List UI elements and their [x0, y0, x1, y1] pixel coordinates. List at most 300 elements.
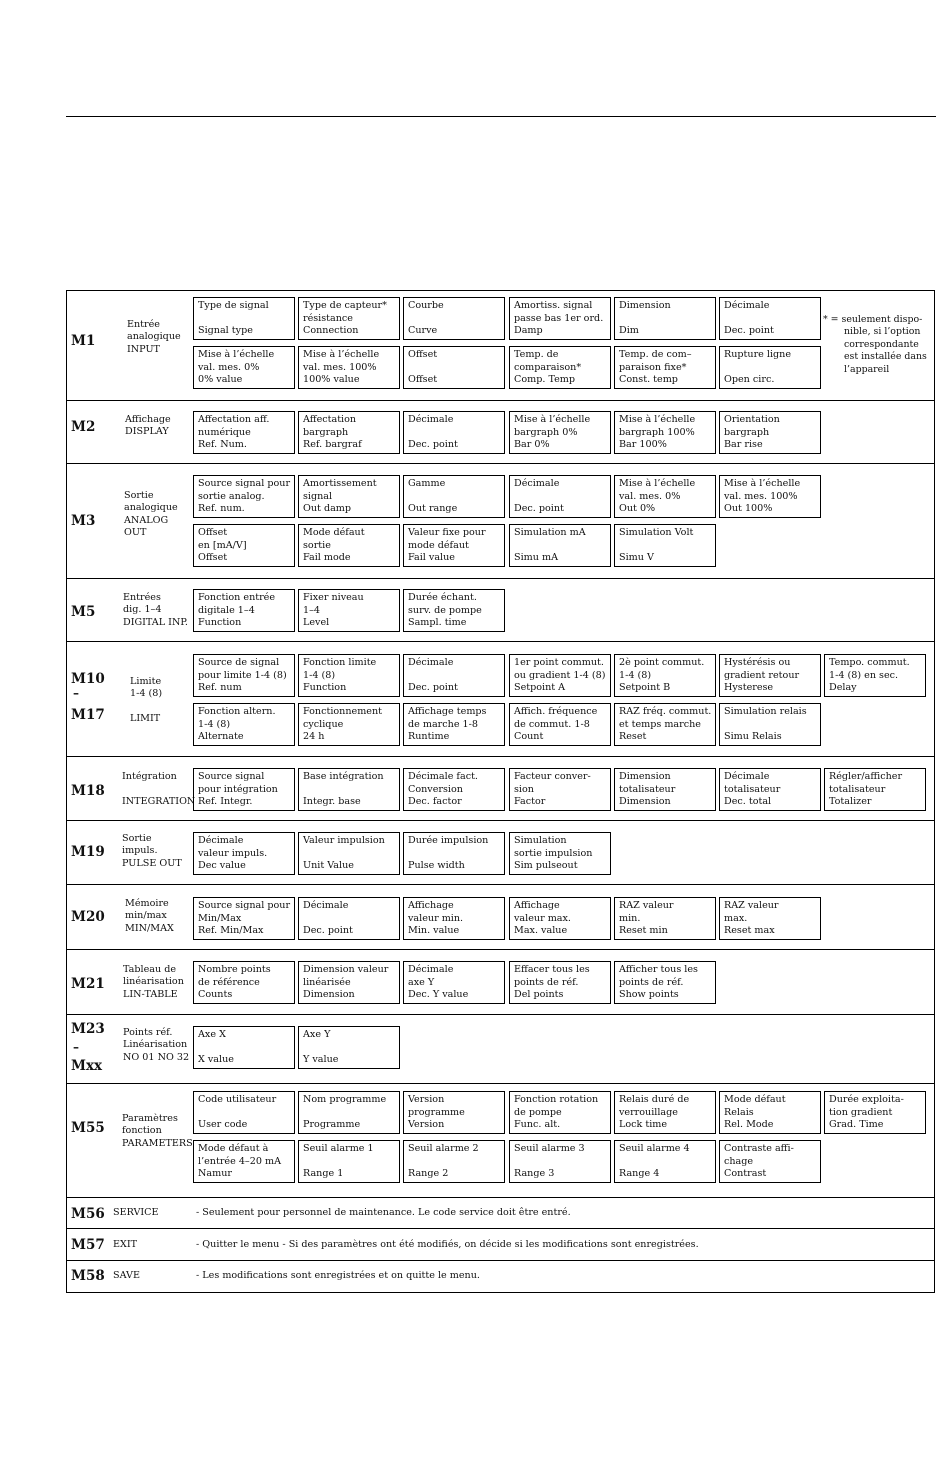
menu-code: M56: [71, 1206, 105, 1222]
parameter-line: Fixer niveau: [303, 592, 364, 603]
parameter-box: [719, 1140, 821, 1183]
parameter-box: [193, 1091, 295, 1134]
parameter-line: Min. value: [408, 925, 460, 937]
parameter-line: X value: [198, 1054, 234, 1066]
parameter-line: Fonction entrée: [198, 592, 276, 603]
parameter-line: Seuil alarme 1: [303, 1143, 374, 1154]
menu-label-line: Intégration: [122, 771, 177, 782]
menu-label: EXIT: [113, 1239, 138, 1250]
parameter-line: Damp: [514, 325, 543, 337]
menu-label-line: fonction: [122, 1125, 162, 1137]
parameter-line: Fonction altern.: [198, 706, 276, 717]
parameter-line: Mode défaut: [303, 527, 365, 538]
parameter-line: comparaison*: [514, 361, 582, 373]
parameter-box: [403, 475, 505, 518]
parameter-line: Dimension: [619, 796, 671, 808]
parameter-line: Mise à l’échelle: [619, 478, 696, 489]
parameter-line: Affich. fréquence: [514, 706, 598, 717]
parameter-line: Dimension: [619, 771, 671, 782]
parameter-line: [408, 362, 500, 375]
menu-code-end: Mxx: [71, 1058, 103, 1074]
menu-label: [124, 490, 178, 539]
parameter-box: [403, 297, 505, 340]
menu-code: M3: [71, 513, 96, 529]
menu-code: M58: [71, 1268, 105, 1284]
parameter-line: Affectation: [303, 414, 357, 425]
parameter-line: Setpoint A: [514, 682, 566, 694]
parameter-box: [614, 897, 716, 940]
parameter-box: [193, 961, 295, 1004]
parameter-line: Régler/afficher: [829, 771, 903, 782]
parameter-line: programme: [408, 1106, 465, 1118]
menu-label-line: Tableau de: [123, 964, 177, 975]
parameter-line: valeur max.: [514, 912, 571, 924]
parameter-line: val. mes. 100%: [303, 361, 377, 373]
parameter-line: min.: [619, 912, 641, 924]
parameter-line: [408, 427, 500, 440]
parameter-line: Counts: [198, 989, 233, 1001]
parameter-line: Grad. Time: [829, 1119, 884, 1131]
menu-label: [125, 898, 174, 935]
parameter-box: [403, 961, 505, 1004]
parameter-line: Runtime: [408, 731, 450, 743]
parameter-box: [614, 1091, 716, 1134]
parameter-box: [509, 524, 611, 567]
parameter-line: en [mA/V]: [198, 539, 247, 551]
parameter-line: numérique: [198, 426, 251, 438]
parameter-line: Contrast: [724, 1168, 767, 1180]
parameter-line: Max. value: [514, 925, 568, 937]
parameter-line: pour intégration: [198, 783, 278, 795]
parameter-line: 2è point commut.: [619, 657, 705, 668]
parameter-box: [298, 961, 400, 1004]
parameter-line: Sim pulseout: [514, 860, 578, 872]
parameter-line: Connection: [303, 325, 359, 337]
parameter-line: [408, 491, 500, 504]
parameter-line: mode défaut: [408, 539, 469, 551]
parameter-line: digitale 1–4: [198, 604, 255, 616]
parameter-box: [614, 961, 716, 1004]
parameter-line: Temp. de com–: [619, 349, 692, 360]
parameter-line: Unit Value: [303, 860, 354, 872]
parameter-box: [719, 475, 821, 518]
parameter-line: cyclique: [303, 718, 344, 730]
parameter-line: Dec. Y value: [408, 989, 469, 1001]
section-divider: [66, 578, 935, 579]
parameter-line: Décimale: [408, 964, 454, 975]
parameter-line: [724, 313, 816, 326]
parameter-line: Level: [303, 617, 330, 629]
parameter-line: Affectation aff.: [198, 414, 270, 425]
parameter-box: [193, 297, 295, 340]
parameter-box: [614, 768, 716, 811]
menu-description: - Seulement pour personnel de maintenance. Le code service doit être entré.: [196, 1207, 571, 1218]
parameter-line: Dec. point: [408, 439, 458, 451]
footnote-line: correspondante: [844, 338, 919, 350]
parameter-line: [198, 1042, 290, 1055]
parameter-box: [719, 346, 821, 389]
parameter-line: Affichage: [408, 900, 454, 911]
parameter-box: [719, 1091, 821, 1134]
parameter-line: Version: [408, 1094, 445, 1105]
menu-label-secondary: LIMIT: [130, 713, 161, 724]
parameter-line: totalisateur: [724, 783, 781, 795]
parameter-line: sion: [514, 783, 534, 795]
parameter-line: Simu V: [619, 552, 654, 564]
parameter-line: bargraph 0%: [514, 426, 578, 438]
parameter-line: bargraph: [724, 426, 770, 438]
parameter-line: totalisateur: [829, 783, 886, 795]
parameter-box: [719, 768, 821, 811]
parameter-box: [193, 1026, 295, 1069]
parameter-box: [298, 589, 400, 632]
parameter-line: Bar rise: [724, 439, 763, 451]
option-footnote: [823, 314, 927, 376]
parameter-line: Offset: [198, 527, 228, 538]
parameter-line: Mise à l’échelle: [724, 478, 801, 489]
section-divider: [66, 949, 935, 950]
parameter-line: l’entrée 4–20 mA: [198, 1155, 282, 1167]
parameter-line: Delay: [829, 682, 857, 694]
parameter-line: [303, 1042, 395, 1055]
parameter-line: Dec value: [198, 860, 246, 872]
menu-label: [123, 964, 184, 1001]
parameter-line: Dec. point: [408, 682, 458, 694]
parameter-line: ou gradient 1-4 (8): [514, 669, 606, 681]
parameter-line: Durée impulsion: [408, 835, 489, 846]
parameter-line: Rel. Mode: [724, 1119, 774, 1131]
menu-label: SAVE: [113, 1270, 140, 1281]
parameter-box: [509, 768, 611, 811]
menu-label: [127, 319, 181, 356]
parameter-line: Namur: [198, 1168, 232, 1180]
parameter-line: max.: [724, 912, 748, 924]
parameter-box: [824, 768, 926, 811]
parameter-line: points de réf.: [619, 976, 684, 988]
parameter-box: [719, 297, 821, 340]
parameter-line: Base intégration: [303, 771, 384, 782]
menu-label-line: Points réf.: [123, 1027, 173, 1038]
menu-label-line: Sortie: [124, 490, 154, 501]
parameter-box: [509, 654, 611, 697]
parameter-box: [824, 654, 926, 697]
parameter-line: Dec. point: [303, 925, 353, 937]
parameter-line: Valeur impulsion: [303, 835, 385, 846]
parameter-line: Range 4: [619, 1168, 660, 1180]
parameter-box: [193, 654, 295, 697]
parameter-line: Décimale fact.: [408, 771, 478, 782]
parameter-line: [619, 540, 711, 553]
parameter-line: Conversion: [408, 783, 463, 795]
menu-label: [122, 771, 195, 808]
parameter-line: [198, 1107, 290, 1120]
menu-code: M21: [71, 976, 105, 992]
parameter-line: [408, 848, 500, 861]
parameter-box: [193, 897, 295, 940]
parameter-box: [403, 832, 505, 875]
parameter-box: [614, 297, 716, 340]
parameter-box: [403, 346, 505, 389]
footnote-line: est installée dans: [844, 351, 927, 363]
parameter-line: Effacer tous les: [514, 964, 590, 975]
parameter-line: [724, 362, 816, 375]
parameter-box: [298, 297, 400, 340]
menu-label: [125, 414, 171, 439]
range-dash: –: [73, 686, 79, 700]
parameter-line: Range 3: [514, 1168, 555, 1180]
parameter-box: [614, 411, 716, 454]
range-dash: –: [73, 1040, 79, 1054]
parameter-line: sortie: [303, 539, 331, 551]
parameter-line: Simulation: [514, 835, 567, 846]
parameter-line: Rupture ligne: [724, 349, 792, 360]
menu-label-line: Affichage: [125, 414, 171, 425]
parameter-box: [509, 961, 611, 1004]
parameter-line: Ref. Num.: [198, 439, 247, 451]
parameter-line: Programme: [303, 1119, 361, 1131]
parameter-line: Simulation relais: [724, 706, 807, 717]
parameter-line: Décimale: [724, 771, 770, 782]
parameter-line: paraison fixe*: [619, 361, 687, 373]
parameter-line: Décimale: [408, 414, 454, 425]
section-divider: [66, 400, 935, 401]
menu-label-line: INTEGRATION: [122, 795, 196, 807]
parameter-line: Mode défaut: [724, 1094, 786, 1105]
parameter-line: [724, 719, 816, 732]
parameter-line: points de réf.: [514, 976, 579, 988]
menu-label-line: linéarisation: [123, 976, 184, 988]
parameter-line: RAZ valeur: [619, 900, 674, 911]
parameter-line: Out damp: [303, 503, 352, 515]
parameter-line: Mode défaut à: [198, 1143, 269, 1154]
parameter-box: [403, 1140, 505, 1183]
parameter-box: [509, 897, 611, 940]
parameter-line: Curve: [408, 325, 438, 337]
parameter-line: valeur impuls.: [198, 847, 268, 859]
menu-label-line: [122, 783, 195, 795]
parameter-line: 1-4 (8) en sec.: [829, 669, 899, 681]
parameter-box: [193, 475, 295, 518]
parameter-line: Dec. total: [724, 796, 772, 808]
parameter-line: Ref. num: [198, 682, 242, 694]
parameter-line: Code utilisateur: [198, 1094, 277, 1105]
parameter-line: Simu mA: [514, 552, 558, 564]
parameter-line: Ref. Integr.: [198, 796, 253, 808]
parameter-line: Signal type: [198, 325, 253, 337]
parameter-line: Reset max: [724, 925, 775, 937]
parameter-box: [193, 411, 295, 454]
parameter-box: [193, 703, 295, 746]
parameter-line: Min/Max: [198, 912, 242, 924]
parameter-line: [619, 1156, 711, 1169]
parameter-line: Open circ.: [724, 374, 775, 386]
parameter-box: [298, 524, 400, 567]
menu-label-line: PULSE OUT: [122, 857, 182, 869]
parameter-line: de référence: [198, 976, 260, 988]
parameter-line: Simulation mA: [514, 527, 586, 538]
parameter-line: Fonctionnement: [303, 706, 383, 717]
parameter-line: Courbe: [408, 300, 444, 311]
parameter-line: linéarisée: [303, 976, 351, 988]
parameter-line: 100% value: [303, 374, 360, 386]
parameter-line: Offset: [408, 349, 438, 360]
parameter-box: [193, 524, 295, 567]
section-divider: [66, 1083, 935, 1084]
parameter-line: Décimale: [514, 478, 560, 489]
footnote-line: * = seulement dispo-: [823, 314, 923, 325]
parameter-line: 1-4 (8): [303, 669, 336, 681]
parameter-line: RAZ fréq. commut.: [619, 706, 712, 717]
parameter-box: [298, 654, 400, 697]
menu-label-line: Entrée: [127, 319, 160, 330]
parameter-line: [408, 1156, 500, 1169]
parameter-line: Axe Y: [303, 1029, 331, 1040]
parameter-box: [298, 1091, 400, 1134]
parameter-box: [298, 346, 400, 389]
parameter-line: 1–4: [303, 604, 321, 616]
parameter-line: Tempo. commut.: [829, 657, 910, 668]
parameter-line: et temps marche: [619, 718, 701, 730]
menu-label: [122, 1113, 193, 1150]
menu-label-line: DISPLAY: [125, 426, 169, 438]
menu-description: - Les modifications sont enregistrées et on quitte le menu.: [196, 1270, 480, 1281]
parameter-line: [408, 670, 500, 683]
parameter-line: [198, 313, 290, 326]
section-divider: [66, 1197, 935, 1198]
parameter-box: [719, 411, 821, 454]
menu-label: [130, 676, 162, 701]
parameter-box: [614, 654, 716, 697]
parameter-line: Dimension: [303, 989, 355, 1001]
menu-label-line: Linéarisation: [123, 1039, 188, 1051]
parameter-line: Alternate: [198, 731, 244, 743]
parameter-box: [403, 703, 505, 746]
parameter-box: [403, 411, 505, 454]
parameter-line: Reset: [619, 731, 647, 743]
parameter-line: val. mes. 0%: [198, 361, 260, 373]
parameter-box: [614, 703, 716, 746]
top-rule: [66, 116, 936, 117]
parameter-line: Function: [303, 682, 347, 694]
parameter-line: Simulation Volt: [619, 527, 694, 538]
menu-code: M57: [71, 1237, 105, 1253]
parameter-line: [514, 1156, 606, 1169]
section-divider: [66, 1260, 935, 1261]
parameter-line: Décimale: [724, 300, 770, 311]
parameter-line: Amortissement: [303, 478, 377, 489]
parameter-line: [514, 491, 606, 504]
menu-code: M20: [71, 909, 105, 925]
menu-label-line: impuls.: [122, 845, 158, 857]
parameter-line: 24 h: [303, 731, 325, 743]
parameter-line: Simu Relais: [724, 731, 782, 743]
parameter-line: Nom programme: [303, 1094, 387, 1105]
parameter-line: Sampl. time: [408, 617, 467, 629]
menu-label-line: Paramètres: [122, 1113, 178, 1124]
parameter-line: tion gradient: [829, 1106, 893, 1118]
parameter-line: Hysterese: [724, 682, 774, 694]
parameter-line: val. mes. 100%: [724, 490, 798, 502]
menu-code: M23: [71, 1021, 105, 1037]
parameter-line: [408, 313, 500, 326]
menu-label-line: Limite: [130, 676, 162, 687]
parameter-line: Source signal pour: [198, 478, 291, 489]
menu-label-line: dig. 1–4: [123, 604, 162, 616]
parameter-line: [303, 1107, 395, 1120]
menu-label-line: analogique: [127, 331, 181, 343]
parameter-line: axe Y: [408, 976, 435, 988]
parameter-box: [298, 475, 400, 518]
parameter-box: [509, 1140, 611, 1183]
parameter-box: [403, 589, 505, 632]
parameter-line: Factor: [514, 796, 546, 808]
parameter-box: [509, 346, 611, 389]
parameter-box: [193, 832, 295, 875]
section-divider: [66, 1014, 935, 1015]
parameter-box: [719, 654, 821, 697]
parameter-line: verrouillage: [619, 1106, 678, 1118]
section-divider: [66, 1228, 935, 1229]
parameter-box: [614, 524, 716, 567]
parameter-line: Const. temp: [619, 374, 678, 386]
parameter-line: Dec. point: [514, 503, 564, 515]
parameter-box: [193, 346, 295, 389]
menu-label-line: DIGITAL INP.: [123, 616, 188, 628]
parameter-line: Mise à l’échelle: [303, 349, 380, 360]
parameter-line: val. mes. 0%: [619, 490, 681, 502]
menu-code-end: M17: [71, 707, 105, 723]
parameter-line: Count: [514, 731, 544, 743]
section-divider: [66, 884, 935, 885]
parameter-box: [298, 411, 400, 454]
parameter-line: Seuil alarme 2: [408, 1143, 479, 1154]
parameter-line: 0% value: [198, 374, 243, 386]
menu-label-line: Mémoire: [125, 898, 169, 909]
menu-label-line: INPUT: [127, 343, 160, 355]
section-divider: [66, 820, 935, 821]
parameter-line: Source signal pour: [198, 900, 291, 911]
parameter-box: [509, 832, 611, 875]
parameter-box: [298, 1026, 400, 1069]
menu-label-line: 1-4 (8): [130, 688, 163, 700]
parameter-box: [719, 703, 821, 746]
parameter-line: Bar 0%: [514, 439, 550, 451]
parameter-box: [403, 1091, 505, 1134]
parameter-line: Décimale: [198, 835, 244, 846]
parameter-line: Hystérésis ou: [724, 657, 791, 668]
parameter-line: [303, 848, 395, 861]
parameter-line: Axe X: [198, 1029, 226, 1040]
parameter-box: [193, 589, 295, 632]
parameter-line: Valeur fixe pour: [408, 527, 486, 538]
parameter-line: Ref. Min/Max: [198, 925, 264, 937]
menu-label: [123, 592, 188, 629]
parameter-line: Fail value: [408, 552, 455, 564]
parameter-line: Del points: [514, 989, 564, 1001]
menu-label-line: ANALOG: [124, 514, 169, 526]
parameter-line: Dec. point: [724, 325, 774, 337]
parameter-line: Offset: [198, 552, 228, 564]
parameter-box: [509, 411, 611, 454]
parameter-line: [619, 313, 711, 326]
parameter-box: [614, 1140, 716, 1183]
parameter-box: [403, 897, 505, 940]
parameter-line: Mise à l’échelle: [619, 414, 696, 425]
parameter-line: Dimension valeur: [303, 964, 389, 975]
menu-label-line: LIN-TABLE: [123, 988, 178, 1000]
parameter-box: [509, 297, 611, 340]
parameter-line: Décimale: [303, 900, 349, 911]
